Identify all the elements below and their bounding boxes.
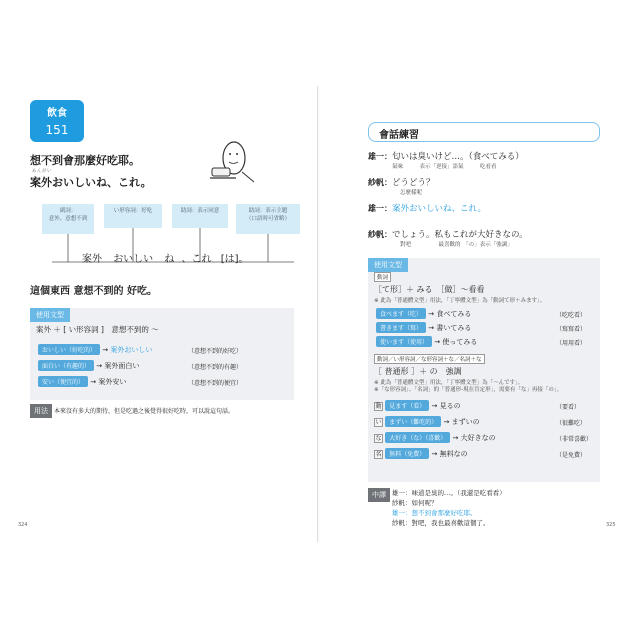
- example-ja: 見るの: [439, 402, 461, 410]
- character-illustration-icon: [202, 138, 266, 190]
- usage-text: 本來沒有多大的期待，但是吃過之後覺得很好吃時，可以說這句話。: [54, 408, 235, 415]
- page-number-right: 325: [606, 522, 616, 528]
- example-zh: （意想不到的好吃）: [188, 348, 243, 355]
- breakdown-word-4: 、これ: [181, 254, 212, 265]
- usage-tab: 使用文型: [30, 308, 70, 322]
- box-particle-wa: 助詞：表示主題 （口語時可省略）: [236, 204, 300, 234]
- breakdown-word-1: 案外: [82, 254, 102, 265]
- breakdown-word-5: [は]。: [220, 254, 249, 265]
- example-zh: （意想不到的有趣）: [188, 364, 243, 371]
- translation-line: 雄一：想不到會那麼好吃耶。: [392, 509, 477, 517]
- badge-number: 151: [45, 123, 69, 137]
- speaker: 紗帆：: [368, 178, 392, 187]
- example-pill: おいしい（好吃的）: [38, 344, 100, 355]
- dialogue-text: 匂いは臭いけど…。（食べてみる）: [392, 152, 524, 162]
- headline-furigana: あんがい: [32, 169, 52, 174]
- translation-line: 紗帆：對吧，我也最喜歡這個了。: [392, 519, 490, 527]
- pattern2-row: 動 見ます（看） → 見るの: [375, 402, 461, 410]
- example-ja: まずいの: [451, 418, 480, 426]
- pattern-formula: 案外 ＋ [ い形容詞 ] 意想不到的 ～: [36, 325, 159, 334]
- example-row: 面白い（有趣的） → 案外面白い: [38, 360, 139, 371]
- headline-ja: 案外おいしいね、これ。: [30, 176, 152, 189]
- pattern2-row: 名 無料（免費） → 無料なの: [375, 450, 468, 458]
- example-pill: 書きます（寫）: [376, 322, 426, 333]
- translation-line: 這個東西 意想不到的 好吃。: [30, 286, 157, 297]
- breakdown-word-3: ね: [164, 254, 175, 265]
- example-pill: まずい（難吃的）: [385, 416, 441, 427]
- example-zh: （非常喜歡）: [556, 436, 593, 443]
- dialogue-note: 氣味 表示「逆接」語氣 吃看看: [392, 164, 497, 170]
- i-adjective-icon: い: [375, 419, 382, 426]
- usage-label: 用法: [30, 404, 52, 418]
- right-page: [320, 86, 628, 542]
- example-row: 安い（便宜的） → 案外安い: [38, 376, 126, 387]
- example-ja: 書いてみる: [436, 324, 472, 332]
- box-i-adjective: い形容詞：好吃: [104, 204, 162, 228]
- pattern1-row: 食べます（吃） → 食べてみる: [376, 308, 471, 319]
- dialogue-line: [368, 202, 486, 214]
- pattern2-formula: ［ 普通形 ］＋ の 強調: [374, 367, 462, 376]
- example-ja: 使ってみる: [442, 338, 478, 346]
- example-ja: 大好きなの: [460, 434, 496, 442]
- example-zh: （意想不到的便宜）: [188, 380, 243, 387]
- example-ja: 案外面白い: [104, 362, 140, 370]
- example-zh: （用用看）: [556, 340, 587, 347]
- example-zh: （很難吃）: [556, 420, 587, 427]
- box-adverb: 副詞： 意外、意想不到: [42, 204, 94, 234]
- page-number-left: 324: [18, 522, 28, 528]
- example-pill: 見ます（看）: [385, 400, 429, 411]
- example-ja: 食べてみる: [436, 310, 472, 318]
- pattern1-note: ※ 此為「普通體文型」用法，「丁寧體文型」為「動詞て形＋みます」。: [374, 298, 546, 304]
- speaker: 雄一：: [368, 204, 392, 213]
- translation-label: 中譯: [368, 488, 390, 502]
- example-pill: 食べます（吃）: [376, 308, 426, 319]
- example-pill: 使います（使用）: [376, 336, 432, 347]
- example-pill: 大好き（な）（喜歡）: [385, 432, 450, 443]
- example-pill: 安い（便宜的）: [38, 376, 88, 387]
- dialogue-line: [368, 150, 524, 162]
- pattern1-tag: 動詞: [374, 272, 391, 282]
- example-zh: （寫寫看）: [556, 326, 587, 333]
- pattern2-row: な 大好き（な）（喜歡） → 大好きなの: [375, 434, 496, 442]
- translation-line: 雄一：味道是臭的…。（我還是吃看看）: [392, 489, 506, 497]
- breakdown-word-2: おいしい: [113, 254, 154, 265]
- book-spread: [12, 86, 628, 542]
- usage-tab: 使用文型: [368, 258, 408, 272]
- example-zh: （要看）: [556, 404, 581, 411]
- conversation-title-box: [368, 122, 600, 142]
- pattern2-row: い まずい（難吃的） → まずいの: [375, 418, 480, 426]
- pattern1-row: 書きます（寫） → 書いてみる: [376, 322, 471, 333]
- pattern2-tag: 動詞／い形容詞／な形容詞＋な／名詞＋な: [374, 354, 485, 364]
- dialogue-text: どうどう？: [392, 178, 435, 188]
- example-ja: 案外おいしい: [110, 346, 153, 354]
- dialogue-note: 對吧 最喜歡的 「の」表示「強調」: [400, 242, 513, 248]
- pattern1-row: 使います（使用） → 使ってみる: [376, 336, 477, 347]
- dialogue-line: [368, 176, 435, 188]
- example-ja: 無料なの: [439, 450, 468, 458]
- translation-line: 紗帆：如何呢？: [392, 499, 438, 507]
- dialogue-text: でしょう。私もこれが大好きなの。: [392, 230, 528, 240]
- headline-zh: 想不到會那麼好吃耶。: [30, 154, 140, 167]
- example-row: おいしい（好吃的） → 案外おいしい: [38, 344, 152, 355]
- box-particle-ne: 助詞：表示同意: [172, 204, 228, 228]
- na-adjective-icon: な: [375, 435, 382, 442]
- sentence-breakdown: [82, 250, 249, 265]
- speaker: 紗帆：: [368, 230, 392, 239]
- example-pill: 無料（免費）: [385, 448, 429, 459]
- left-page: [12, 86, 318, 542]
- dialogue-text: 案外おいしいね、これ。: [392, 204, 487, 214]
- pattern1-formula: ［て形］＋ みる ［做］～看看: [374, 285, 485, 294]
- conversation-title: 會話練習: [379, 130, 419, 141]
- pattern2-note: ※ 此為「普通體文型」用法，「丁寧體文型」為「～んです」。 ※「な形容詞」、「名詞」的「普通形-現在肯定形」，需要有「な」再接「の」。: [374, 380, 563, 393]
- speaker: 雄一：: [368, 152, 392, 161]
- dialogue-note: 怎麼樣呢: [400, 190, 423, 196]
- noun-icon: 名: [375, 451, 382, 458]
- verb-icon: 動: [375, 403, 382, 410]
- dialogue-line: [368, 228, 528, 240]
- badge-title: 飲食: [47, 108, 67, 119]
- example-ja: 案外安い: [98, 378, 127, 386]
- lesson-badge: [30, 100, 84, 142]
- example-zh: （是免費）: [556, 452, 587, 459]
- example-pill: 面白い（有趣的）: [38, 360, 94, 371]
- example-zh: （吃吃看）: [556, 312, 587, 319]
